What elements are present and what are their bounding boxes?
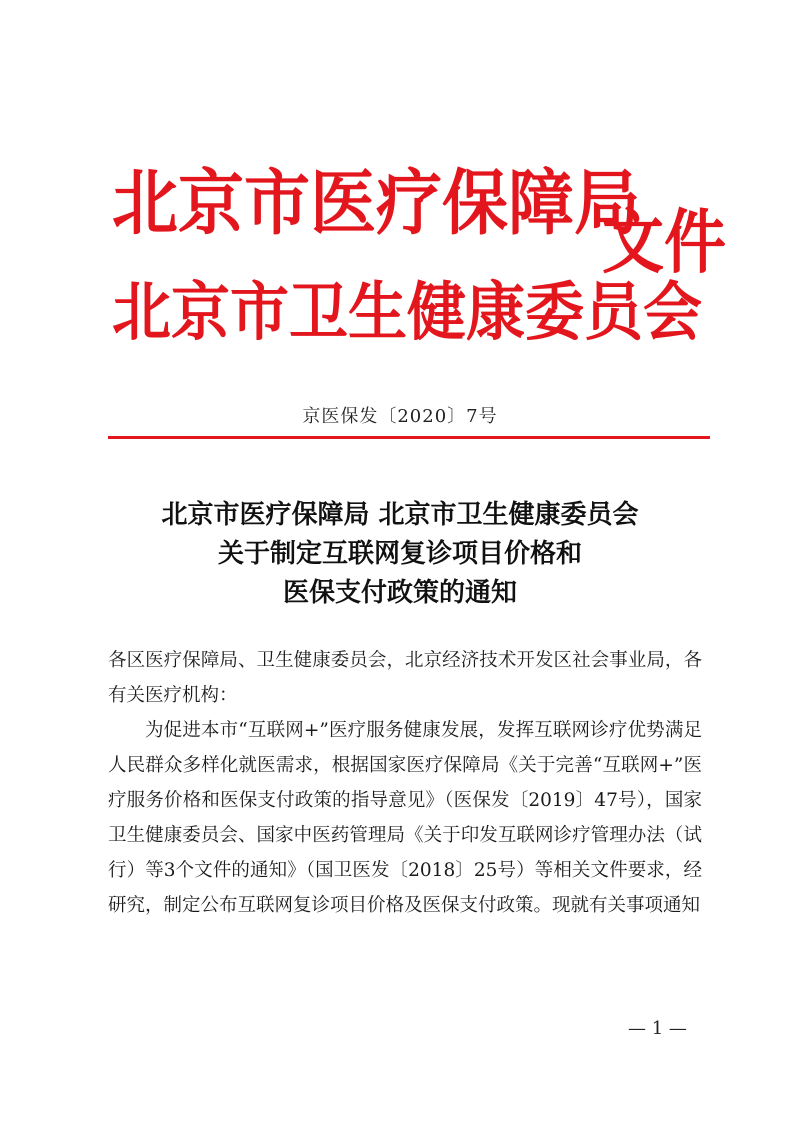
issuing-org-health-commission: 北京市卫生健康委员会 (112, 274, 703, 350)
body-paragraph-1: 为促进本市“互联网+”医疗服务健康发展，发挥互联网诊疗优势满足人民群众多样化就医需求，根据国家医疗保障局《关于完善“互联网+”医疗服务价格和医保支付政策的指导意见》（医保发〔2019〕47号），国家卫生健康委员会、国家中医药管理局《关于印发互联网诊疗管理办法（试行）等3个文件的通知》（国卫医发〔2018〕25号）等相关文件要求，经研究，制定公布互联网复诊项目价格及医保支付政策。现就有关事项通知 (108, 720, 702, 916)
document-title-line-1: 北京市医疗保障局 北京市卫生健康委员会 (161, 500, 639, 530)
document-number: 京医保发〔2020〕7号 (302, 406, 498, 427)
page-number: — 1 — (628, 1018, 687, 1039)
salutation-recipients: 各区医疗保障局、卫生健康委员会，北京经济技术开发区社会事业局，各有关医疗机构： (108, 650, 702, 706)
document-title-line-3: 医保支付政策的通知 (282, 578, 517, 608)
issuing-org-medical-security-bureau: 北京市医疗保障局 (112, 161, 640, 245)
red-divider-line (108, 436, 710, 439)
document-title-line-2: 关于制定互联网复诊项目价格和 (217, 539, 582, 569)
document-kind-label: 文件 (602, 201, 727, 284)
